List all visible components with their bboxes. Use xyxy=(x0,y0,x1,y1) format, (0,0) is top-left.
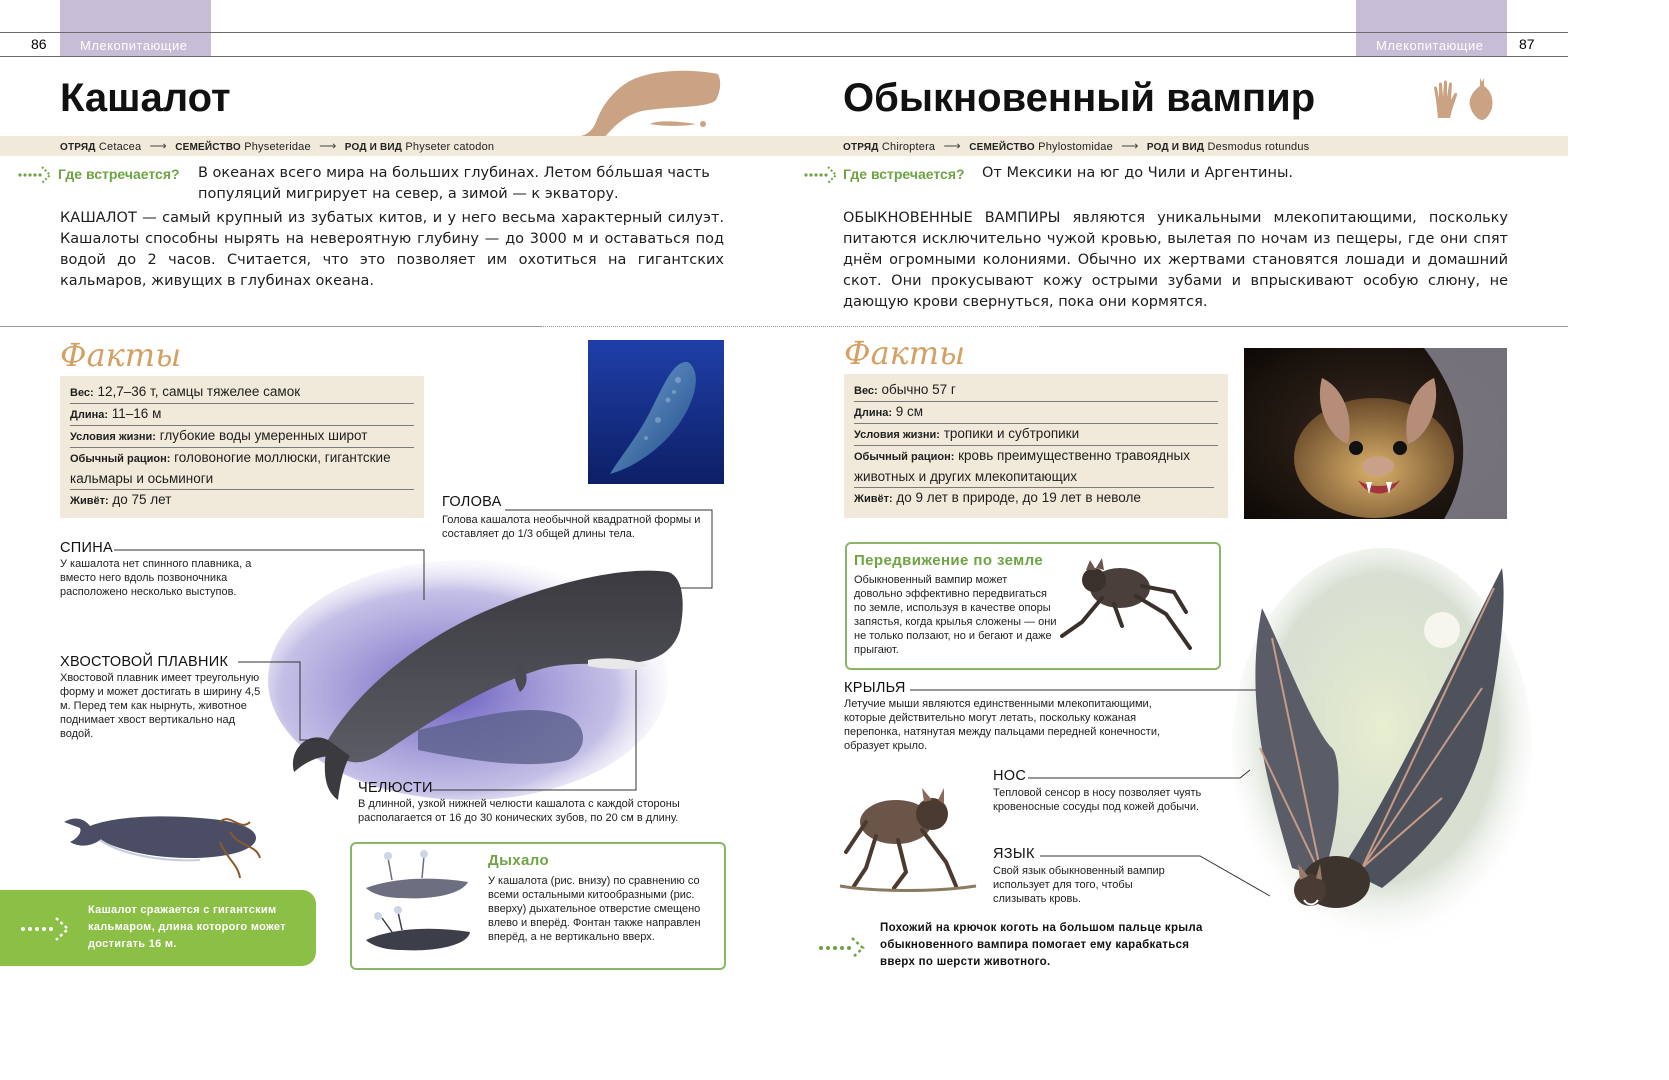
fact-label: Вес: xyxy=(854,385,878,397)
callout-nose-text: Тепловой сенсор в носу позволяет чуять кровеносные сосуды под кожей добычи. xyxy=(993,787,1202,813)
fact-value: кровь преимущественно травоядных животных и других млекопитающих xyxy=(854,448,1190,484)
fact-label: Живёт: xyxy=(854,493,893,505)
claw-note-text: Похожий на крючок коготь на большом пальце крыла обыкновенного вампира помогает ему карабкаться вверх по шерсти животного. xyxy=(880,922,1203,968)
fact-label: Вес: xyxy=(70,387,94,399)
fact-value: до 9 лет в природе, до 19 лет в неволе xyxy=(896,490,1141,505)
tax-genus-label: РОД И ВИД xyxy=(344,142,403,153)
fact-label: Обычный рацион: xyxy=(70,453,171,465)
tax-family-label: СЕМЕЙСТВО xyxy=(175,142,241,153)
tax-family-value: Phylostomidae xyxy=(1038,141,1113,153)
arrow-right-icon: ⟶ xyxy=(1121,139,1139,153)
callout-wings-title: КРЫЛЬЯ xyxy=(844,680,906,696)
arrow-right-icon: ⟶ xyxy=(149,139,167,153)
callout-head-title: ГОЛОВА xyxy=(442,494,502,510)
page-title-left: Кашалот xyxy=(60,76,231,120)
running-head-left: Млекопитающие xyxy=(80,38,188,53)
callout-tongue-title: ЯЗЫК xyxy=(993,846,1035,862)
breathing-box-text: У кашалота (рис. внизу) по сравнению со всеми остальными китообразными (рис. вверху) дыхательное отверстие смещено влево и вперёд. Фонтан также направлен вперёд, а не вертикально вверх. xyxy=(488,875,701,943)
callout-jaws-text: В длинной, узкой нижней челюсти кашалота с каждой стороны располагается от 16 до 30 конических зубов, по 20 см в длину. xyxy=(358,798,680,824)
tax-order-label: ОТРЯД xyxy=(843,142,879,153)
breathing-box-title: Дыхало xyxy=(488,852,550,869)
fact-value: 11–16 м xyxy=(111,406,162,421)
tax-genus-label: РОД И ВИД xyxy=(1146,142,1205,153)
facts-heading-left: Факты xyxy=(60,336,182,374)
ground-movement-title: Передвижение по земле xyxy=(854,552,1044,569)
callout-tail-text: Хвостовой плавник имеет треугольную форму и может достигать в ширину 4,5 м. Перед тем как нырнуть, животное поднимает хвост вертикально над водой. xyxy=(60,672,261,740)
intro-paragraph-right: ОБЫКНОВЕННЫЕ ВАМПИРЫ являются уникальными млекопитающими, поскольку питаются исключительно чужой кровью, вылетая по ночам из пещеры, где они спят днём огромными колониями. Обычно их жертвами становятся лошади и домашний скот. Они прокусывают кожу острыми зубами и впрыскивают особую слюну, не дающую крови свернуться, пока они кормятся. xyxy=(843,210,1508,310)
facts-heading-right: Факты xyxy=(844,334,966,372)
where-found-text-left: В океанах всего мира на больших глубинах. Летом бо́льшая часть популяций мигрирует на север, а зимой — к экватору. xyxy=(198,165,710,202)
ground-movement-text: Обыкновенный вампир может довольно эффективно передвигаться по земле, используя в качестве опоры запястья, когда крылья сложены — они не только ползают, но и бегают и даже прыгают. xyxy=(854,574,1057,656)
dotted-arrow-icon xyxy=(818,936,866,960)
callout-wings-text: Летучие мыши являются единственными млекопитающими, которые действительно могут летать, поскольку кожаная перепонка, натянутая между пальцами передней конечности, образует крыло. xyxy=(844,698,1161,752)
bat-standing-illustration xyxy=(836,782,986,894)
page-number-left: 86 xyxy=(31,36,47,52)
callout-tongue-text: Свой язык обыкновенный вампир использует для того, чтобы слизывать кровь. xyxy=(993,865,1165,905)
callout-nose-title: НОС xyxy=(993,768,1027,784)
tax-genus-value: Physeter catodon xyxy=(405,141,495,153)
page-title-right: Обыкновенный вампир xyxy=(843,76,1316,120)
tax-family-label: СЕМЕЙСТВО xyxy=(969,142,1035,153)
fact-value: 12,7–36 т, самцы тяжелее самок xyxy=(97,384,301,399)
callout-back-text: У кашалота нет спинного плавника, а вместо него вдоль позвоночника расположено несколько выступов. xyxy=(60,558,252,598)
callout-jaws-title: ЧЕЛЮСТИ xyxy=(358,780,433,796)
arrow-right-icon: ⟶ xyxy=(319,139,337,153)
where-found-label-right: Где встречается? xyxy=(843,166,965,182)
tax-order-value: Chiroptera xyxy=(881,141,936,153)
running-head-right: Млекопитающие xyxy=(1376,38,1484,53)
where-found-label-left: Где встречается? xyxy=(58,166,180,182)
fact-label: Условия жизни: xyxy=(854,429,940,441)
fact-value: до 75 лет xyxy=(112,492,172,507)
tax-family-value: Physeteridae xyxy=(244,141,311,153)
page-number-right: 87 xyxy=(1519,36,1535,52)
fact-label: Длина: xyxy=(70,409,109,421)
arrow-right-icon: ⟶ xyxy=(943,139,961,153)
fact-label: Условия жизни: xyxy=(70,431,156,443)
fact-value: глубокие воды умеренных широт xyxy=(159,428,368,443)
fact-value: обычно 57 г xyxy=(881,382,956,397)
callout-back-title: СПИНА xyxy=(60,540,113,556)
tax-order-label: ОТРЯД xyxy=(60,142,96,153)
green-note-text: Кашалот сражается с гигантским кальмаром, длина которого может достигать 16 м. xyxy=(88,904,286,950)
fact-value: тропики и субтропики xyxy=(943,426,1080,441)
fact-value: головоногие моллюски, гигантские кальмары и осьминоги xyxy=(70,450,391,486)
fact-value: 9 см xyxy=(895,404,924,419)
fact-label: Живёт: xyxy=(70,495,109,507)
fact-label: Длина: xyxy=(854,407,893,419)
fact-label: Обычный рацион: xyxy=(854,451,955,463)
tax-genus-value: Desmodus rotundus xyxy=(1207,141,1310,153)
tax-order-value: Cetacea xyxy=(98,141,142,153)
callout-head-text: Голова кашалота необычной квадратной формы и составляет до 1/3 общей длины тела. xyxy=(442,514,701,540)
intro-paragraph-left: КАШАЛОТ — самый крупный из зубатых китов, и у него весьма характерный силуэт. Кашалоты способны нырять на невероятную глубину — до 3000 м и оставаться под водой до 2 часов. Считается, что это позволяет им охотиться на гигантских кальмаров, живущих в глубинах океана. xyxy=(60,210,724,289)
where-found-text-right: От Мексики на юг до Чили и Аргентины. xyxy=(982,165,1294,181)
callout-tail-title: ХВОСТОВОЙ ПЛАВНИК xyxy=(60,654,229,670)
